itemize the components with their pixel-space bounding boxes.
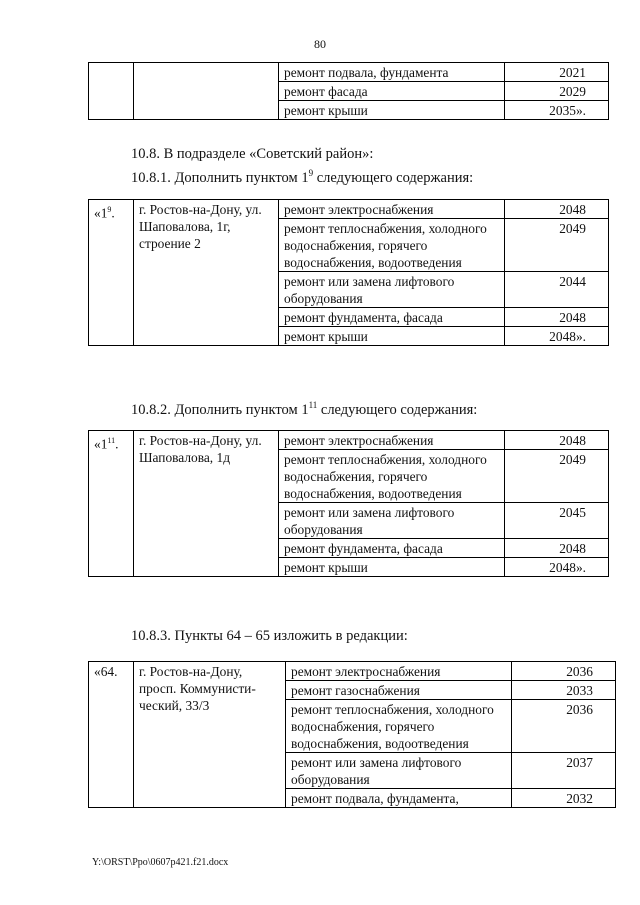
work-cell: ремонт электроснабжения bbox=[279, 431, 505, 450]
work-cell: ремонт теплоснабжения, холодного водоснабжения, горячего водоснабжения, водоотведения bbox=[286, 700, 512, 753]
year-cell: 2048». bbox=[505, 327, 609, 346]
year-cell: 2045 bbox=[505, 503, 609, 539]
work-cell: ремонт теплоснабжения, холодного водоснабжения, горячего водоснабжения, водоотведения bbox=[279, 450, 505, 503]
num-cell: «$1^{11}$. bbox=[89, 431, 134, 577]
table-continuation bbox=[88, 62, 609, 120]
address-cell: г. Ростов-на-Дону, ул. Шаповалова, 1д bbox=[134, 431, 279, 577]
table-row bbox=[89, 200, 609, 219]
num-cell: «$1^9$. bbox=[89, 200, 134, 346]
work-cell: ремонт или замена лифтового оборудования bbox=[286, 753, 512, 789]
year-cell: 2048 bbox=[505, 308, 609, 327]
num-cell: «64. bbox=[89, 662, 134, 808]
paragraph-10-8-1: 10.8.1. Дополнить пунктом $1^9$ следующего содержания: bbox=[131, 168, 474, 186]
year-cell: 2035». bbox=[505, 101, 609, 120]
table-row bbox=[89, 662, 616, 681]
work-cell: ремонт крыши bbox=[279, 101, 505, 120]
year-cell: 2049 bbox=[505, 450, 609, 503]
table-item-1-9 bbox=[88, 199, 609, 346]
work-cell: ремонт крыши bbox=[279, 558, 505, 577]
work-cell: ремонт газоснабжения bbox=[286, 681, 512, 700]
year-cell: 2048 bbox=[505, 539, 609, 558]
work-cell: ремонт фасада bbox=[279, 82, 505, 101]
work-cell: ремонт теплоснабжения, холодного водоснабжения, горячего водоснабжения, водоотведения bbox=[279, 219, 505, 272]
year-cell: 2021 bbox=[505, 63, 609, 82]
year-cell: 2037 bbox=[512, 753, 616, 789]
table-item-64 bbox=[88, 661, 616, 808]
year-cell: 2048 bbox=[505, 431, 609, 450]
work-cell: ремонт подвала, фундамента bbox=[279, 63, 505, 82]
work-cell: ремонт подвала, фундамента, bbox=[286, 789, 512, 808]
work-cell: ремонт электроснабжения bbox=[279, 200, 505, 219]
work-cell: ремонт электроснабжения bbox=[286, 662, 512, 681]
table-row bbox=[89, 63, 609, 82]
address-cell: г. Ростов-на-Дону, просп. Коммунисти-ческий, 33/3 bbox=[134, 662, 286, 808]
paragraph-10-8-3: 10.8.3. Пункты 64 – 65 изложить в редакции: bbox=[131, 628, 408, 644]
year-cell: 2049 bbox=[505, 219, 609, 272]
year-cell: 2048 bbox=[505, 200, 609, 219]
work-cell: ремонт фундамента, фасада bbox=[279, 308, 505, 327]
year-cell: 2033 bbox=[512, 681, 616, 700]
work-cell: ремонт крыши bbox=[279, 327, 505, 346]
address-cell bbox=[134, 63, 279, 120]
file-path-footer: Y:\ORST\Ppo\0607p421.f21.docx bbox=[92, 857, 229, 868]
page-number: 80 bbox=[314, 37, 326, 51]
paragraph-10-8: 10.8. В подразделе «Советский район»: bbox=[131, 146, 374, 162]
address-cell: г. Ростов-на-Дону, ул. Шаповалова, 1г, строение 2 bbox=[134, 200, 279, 346]
year-cell: 2036 bbox=[512, 662, 616, 681]
table-row bbox=[89, 431, 609, 450]
num-cell bbox=[89, 63, 134, 120]
year-cell: 2029 bbox=[505, 82, 609, 101]
work-cell: ремонт или замена лифтового оборудования bbox=[279, 503, 505, 539]
year-cell: 2044 bbox=[505, 272, 609, 308]
table-item-1-11 bbox=[88, 430, 609, 577]
year-cell: 2048». bbox=[505, 558, 609, 577]
work-cell: ремонт или замена лифтового оборудования bbox=[279, 272, 505, 308]
work-cell: ремонт фундамента, фасада bbox=[279, 539, 505, 558]
year-cell: 2032 bbox=[512, 789, 616, 808]
paragraph-10-8-2: 10.8.2. Дополнить пунктом $1^{11}$ следующего содержания: bbox=[131, 400, 478, 418]
year-cell: 2036 bbox=[512, 700, 616, 753]
